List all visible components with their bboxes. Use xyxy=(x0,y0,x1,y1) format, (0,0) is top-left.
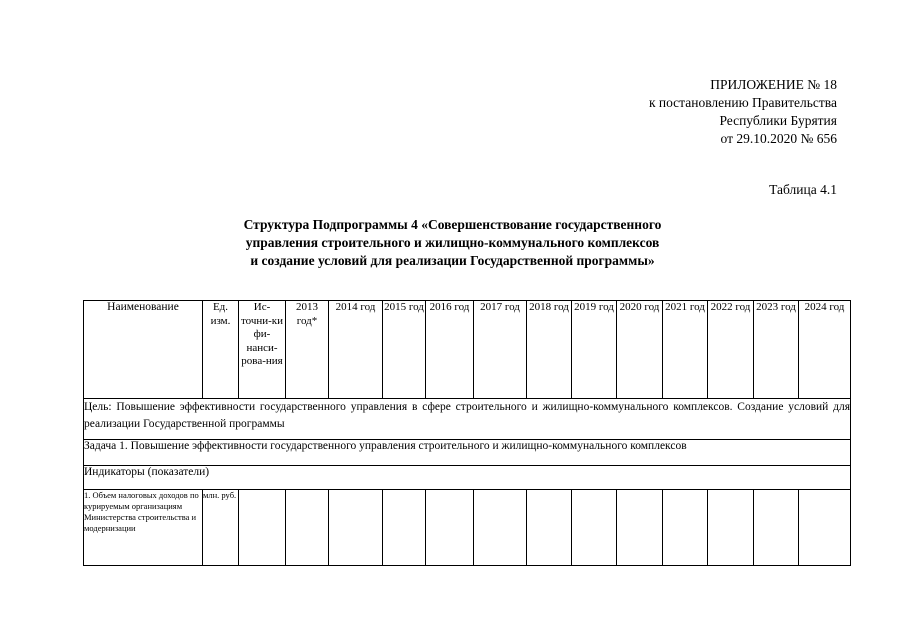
header-2016: 2016 год xyxy=(426,301,474,399)
title-line-2: управления строительного и жилищно-коммунального комплексов xyxy=(245,235,660,250)
task-cell: Задача 1. Повышение эффективности государственного управления строительного и жилищно-коммунального комплексов xyxy=(84,440,851,466)
row-cell xyxy=(754,490,799,566)
table-header-row xyxy=(84,301,851,399)
row-cell xyxy=(799,490,851,566)
row-cell xyxy=(663,490,708,566)
table-row xyxy=(84,490,851,566)
goal-cell: Цель: Повышение эффективности государственного управления в сфере строительного и жилищно-коммунального комплексов. Создание условий для реализации Государственной программы xyxy=(84,399,851,440)
title-line-1: Структура Подпрограммы 4 «Совершенствование государственного xyxy=(243,217,662,232)
row-cell xyxy=(708,490,754,566)
task-row xyxy=(84,440,851,466)
appendix-header xyxy=(649,76,837,148)
header-2022: 2022 год xyxy=(708,301,754,399)
row-cell xyxy=(572,490,617,566)
header-unit: Ед. изм. xyxy=(203,301,239,399)
row-cell xyxy=(474,490,527,566)
row-cell xyxy=(239,490,286,566)
row-unit-cell: млн. руб. xyxy=(203,490,239,566)
table-label: Таблица 4.1 xyxy=(769,182,837,197)
header-2017: 2017 год xyxy=(474,301,527,399)
goal-row xyxy=(84,399,851,440)
header-2015: 2015 год xyxy=(383,301,426,399)
header-2014: 2014 год xyxy=(329,301,383,399)
document-title xyxy=(0,216,905,270)
header-2013: 2013 год* xyxy=(286,301,329,399)
appendix-republic: Республики Бурятия xyxy=(719,113,837,128)
row-cell xyxy=(617,490,663,566)
header-2024: 2024 год xyxy=(799,301,851,399)
row-cell xyxy=(527,490,572,566)
header-name: Наименование xyxy=(84,301,203,399)
structure-table xyxy=(83,300,851,566)
appendix-date: от 29.10.2020 № 656 xyxy=(720,131,837,146)
header-sources: Ис-точни-ки фи-нанси-рова-ния xyxy=(239,301,286,399)
indicators-cell: Индикаторы (показатели) xyxy=(84,466,851,490)
row-cell xyxy=(329,490,383,566)
header-2019: 2019 год xyxy=(572,301,617,399)
row-cell xyxy=(286,490,329,566)
header-2021: 2021 год xyxy=(663,301,708,399)
indicators-row xyxy=(84,466,851,490)
header-2020: 2020 год xyxy=(617,301,663,399)
header-2023: 2023 год xyxy=(754,301,799,399)
row-cell xyxy=(426,490,474,566)
row-cell xyxy=(383,490,426,566)
title-line-3: и создание условий для реализации Государственной программы» xyxy=(250,253,655,268)
appendix-decree: к постановлению Правительства xyxy=(648,95,837,110)
row-name-cell: 1. Объем налоговых доходов по курируемым организациям Министерства строительства и модернизации xyxy=(84,490,203,566)
appendix-number: ПРИЛОЖЕНИЕ № 18 xyxy=(710,77,837,92)
header-2018: 2018 год xyxy=(527,301,572,399)
